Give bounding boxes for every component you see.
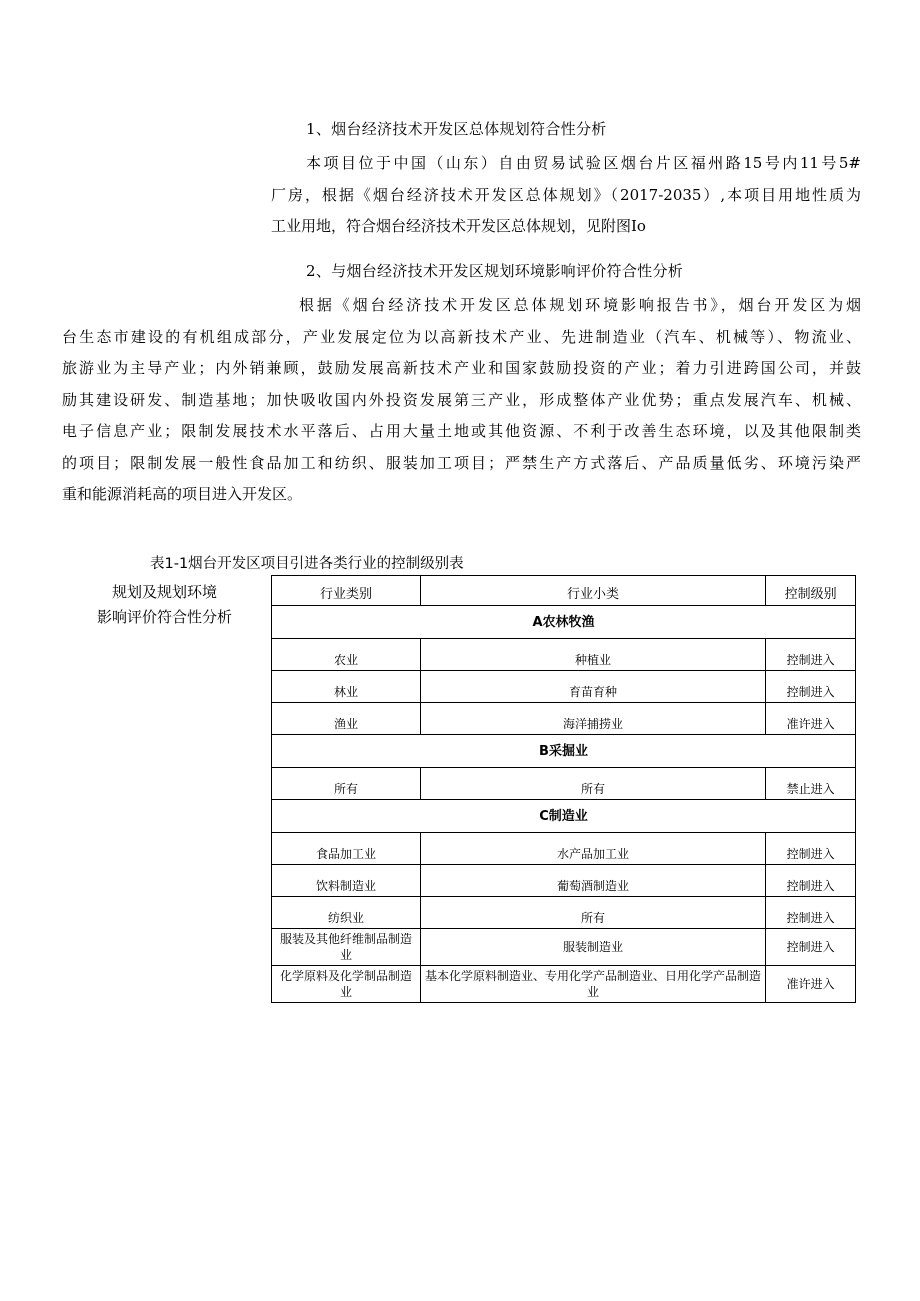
cell-subcategory: 所有 [420, 897, 765, 929]
side-label-line: 影响评价符合性分析 [96, 608, 232, 626]
table-row [272, 671, 856, 703]
table-row [272, 897, 856, 929]
cell-level: 控制进入 [766, 671, 856, 703]
paragraph-line: 旅游业为主导产业；内外销兼顾，鼓励发展高新技术产业和国家鼓励投资的产业；着力引进跨国公司，并鼓 [62, 359, 861, 377]
table-group-row [272, 735, 856, 768]
side-label [62, 580, 267, 630]
table-row [272, 865, 856, 897]
section-1-paragraph [271, 148, 861, 243]
cell-subcategory: 种植业 [420, 639, 765, 671]
group-name: C制造业 [272, 800, 856, 833]
cell-category: 农业 [272, 639, 421, 671]
cell-subcategory: 所有 [420, 768, 765, 800]
side-label-line: 规划及规划环境 [111, 583, 217, 601]
cell-category: 服装及其他纤维制品制造业 [272, 929, 421, 966]
cell-level: 控制进入 [766, 639, 856, 671]
table-header-row [272, 576, 856, 606]
table-group-row [272, 606, 856, 639]
paragraph-line: 厂房，根据《烟台经济技术开发区总体规划》（2017-2035）,本项目用地性质为 [271, 185, 861, 204]
table-row [272, 768, 856, 800]
table-caption: 表1-1烟台开发区项目引进各类行业的控制级别表 [150, 556, 464, 572]
table-row [272, 929, 856, 966]
cell-category: 渔业 [272, 703, 421, 735]
cell-category: 纺织业 [272, 897, 421, 929]
cell-level: 禁止进入 [766, 768, 856, 800]
cell-level: 控制进入 [766, 833, 856, 865]
cell-category: 饮料制造业 [272, 865, 421, 897]
header-subcategory: 行业小类 [420, 576, 765, 606]
header-category: 行业类别 [272, 576, 421, 606]
cell-category: 化学原料及化学制品制造业 [272, 966, 421, 1003]
cell-level: 准许进入 [766, 703, 856, 735]
table-row [272, 833, 856, 865]
paragraph-line: 的项目；限制发展一般性食品加工和纺织、服装加工项目；严禁生产方式落后、产品质量低劣、环境污染严 [62, 453, 861, 472]
paragraph-line: 电子信息产业；限制发展技术水平落后、占用大量土地或其他资源、不利于改善生态环境，以及其他限制类 [62, 422, 861, 440]
table-row [272, 966, 856, 1003]
section-2-paragraph [62, 290, 861, 511]
section-2-title: 2、与烟台经济技术开发区规划环境影响评价符合性分析 [306, 262, 684, 280]
section-1-title: 1、烟台经济技术开发区总体规划符合性分析 [306, 120, 607, 138]
paragraph-line: 根据《烟台经济技术开发区总体规划环境影响报告书》，烟台开发区为烟 [299, 296, 861, 314]
cell-subcategory: 基本化学原料制造业、专用化学产品制造业、日用化学产品制造业 [420, 966, 765, 1003]
cell-subcategory: 服装制造业 [420, 929, 765, 966]
table-group-row [272, 800, 856, 833]
paragraph-line: 重和能源消耗高的项目进入开发区。 [62, 485, 303, 503]
cell-category: 食品加工业 [272, 833, 421, 865]
cell-level: 准许进入 [766, 966, 856, 1003]
header-level: 控制级别 [766, 576, 856, 606]
paragraph-line: 工业用地，符合烟台经济技术开发区总体规划，见附图Io [271, 217, 646, 235]
paragraph-line: 本项目位于中国（山东）自由贸易试验区烟台片区福州路15号内11号5# [306, 154, 861, 172]
paragraph-line: 台生态市建设的有机组成部分，产业发展定位为以高新技术产业、先进制造业（汽车、机械等）、物流业、 [62, 327, 861, 346]
cell-subcategory: 海洋捕捞业 [420, 703, 765, 735]
table-row [272, 639, 856, 671]
control-level-table [271, 575, 856, 1003]
group-name: A农林牧渔 [272, 606, 856, 639]
cell-level: 控制进入 [766, 897, 856, 929]
cell-subcategory: 水产品加工业 [420, 833, 765, 865]
cell-level: 控制进入 [766, 865, 856, 897]
cell-subcategory: 育苗育种 [420, 671, 765, 703]
cell-subcategory: 葡萄酒制造业 [420, 865, 765, 897]
cell-category: 林业 [272, 671, 421, 703]
paragraph-line: 励其建设研发、制造基地；加快吸收国内外投资发展第三产业，形成整体产业优势；重点发展汽车、机械、 [62, 390, 861, 409]
cell-category: 所有 [272, 768, 421, 800]
cell-level: 控制进入 [766, 929, 856, 966]
group-name: B采掘业 [272, 735, 856, 768]
table-row [272, 703, 856, 735]
